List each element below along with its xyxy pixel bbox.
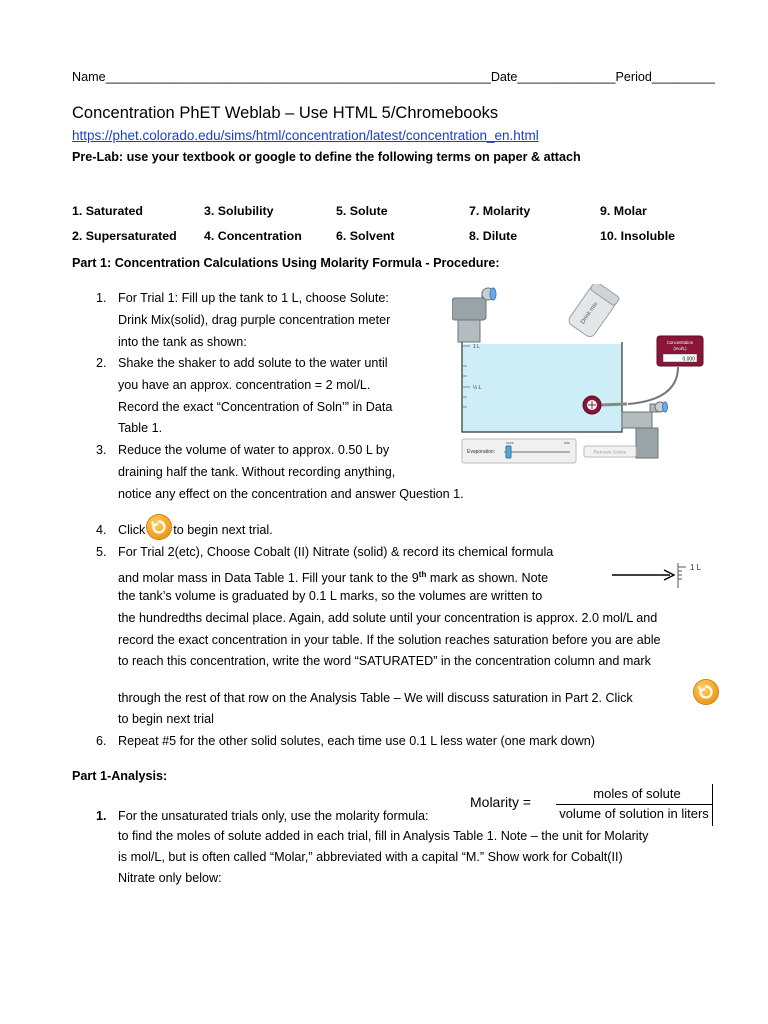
mark-label: 1 L [690,563,702,572]
evaporation-label: Evaporation: [467,449,496,455]
meter-title: Concentration [666,340,694,345]
step1-line3: into the tank as shown: [118,335,247,349]
term-9: 9. Molar [600,204,647,218]
step3-number: 3. [96,443,107,457]
term-5: 5. Solute [336,204,388,218]
step2-line3: Record the exact “Concentration of Soln’” in Data [118,400,393,414]
prelab-instructions: Pre-Lab: use your textbook or google to define the following terms on paper & attach [72,150,581,164]
step3-line3: notice any effect on the concentration and answer Question 1. [118,487,464,501]
evap-min-label: none [506,441,514,445]
step6-number: 6. [96,734,107,748]
step4-click-text: Click [118,523,146,537]
step3-line1: Reduce the volume of water to approx. 0.50 L by [118,443,390,457]
term-4: 4. Concentration [204,229,302,243]
step5-line4: the hundredths decimal place. Again, add solute until your concentration is approx. 2.0 mol/L and [118,611,658,625]
page-title: Concentration PhET Weblab – Use HTML 5/Chromebooks [72,104,499,122]
step2-number: 2. [96,356,107,370]
remove-solute-button[interactable] [584,446,636,457]
step5-line2-end: mark as shown. Note [426,571,549,586]
name-date-period-line: Name_______________________________________________________Date______________Period_________ [72,70,715,84]
evaporation-panel [462,439,576,463]
top-faucet [452,288,496,342]
step1-line1: For Trial 1: Fill up the tank to 1 L, choose Solute: [118,291,389,305]
formula-numerator: moles of solute [593,786,681,801]
analysis-number: 1. [96,809,107,823]
step2-line1: Shake the shaker to add solute to the water until [118,356,388,370]
step5-superscript: th [418,570,427,579]
refresh-icon-2 [694,680,718,704]
analysis-line3: is mol/L, but is often called “Molar,” abbreviated with a capital “M.” Show work for Cobalt(II) [118,850,623,864]
formula-right-border [712,784,713,826]
sim-url-link[interactable]: https://phet.colorado.edu/sims/html/concentration/latest/concentration_en.html [72,128,539,143]
analysis-line1: For the unsaturated trials only, use the molarity formula: [118,809,429,823]
step5-line1: For Trial 2(etc), Choose Cobalt (II) Nitrate (solid) & record its chemical formula [118,545,554,559]
step5-line2-start: and molar mass in Data Table 1. Fill your tank to the 9 [118,571,419,586]
term-1: 1. Saturated [72,204,143,218]
molarity-formula [470,784,716,830]
term-6: 6. Solvent [336,229,395,243]
step5-line7: through the rest of that row on the Analysis Table – We will discuss saturation in Part 2. Click [118,691,633,705]
step1-number: 1. [96,291,107,305]
step5-line5: record the exact concentration in your table. If the solution reaches saturation before you are able [118,633,661,647]
term-3: 3. Solubility [204,204,274,218]
evaporation-slider-thumb[interactable] [506,446,511,458]
analysis-heading: Part 1-Analysis: [72,769,168,783]
remove-solute-label: Remove Solute [593,450,627,456]
step6-text: Repeat #5 for the other solid solutes, each time use 0.1 L less water (one mark down) [118,734,595,748]
term-2: 2. Supersaturated [72,229,177,243]
part1-heading: Part 1: Concentration Calculations Using Molarity Formula - Procedure: [72,256,500,270]
meter-value: 0.000 [682,356,695,363]
phet-simulation-image [452,284,704,464]
fraction-bar [556,804,712,805]
step1-line2: Drink Mix(solid), drag purple concentration meter [118,313,391,327]
solution-fill [462,344,622,432]
evap-max-label: lots [564,441,570,445]
term-7: 7. Molarity [469,204,531,218]
step2-line2: you have an approx. concentration = 2 mol/L. [118,378,371,392]
analysis-line2: to find the moles of solute added in each trial, fill in Analysis Table 1. Note – the unit for Molarity [118,829,649,843]
tank-half-label: ½ L [473,385,482,391]
step5-number: 5. [96,545,107,559]
term-8: 8. Dilute [469,229,518,243]
refresh-icon [147,515,171,539]
one-liter-mark-diagram [608,560,718,590]
step4-number: 4. [96,523,107,537]
step4-after-text: to begin next trial. [173,523,273,537]
step2-line4: Table 1. [118,421,163,435]
term-10: 10. Insoluble [600,229,676,243]
step5-line8: to begin next trial [118,712,214,726]
drink-mix-shaker [567,284,620,339]
step3-line2: draining half the tank. Without recording anything, [118,465,396,479]
shaker-label: Drink mix [580,301,600,326]
tank-1L-label: 1 L [473,344,480,350]
meter-unit: (mol/L) [673,346,687,351]
step5-line6: to reach this concentration, write the word “SATURATED” in the concentration column and mark [118,654,651,668]
step4-line [118,520,273,542]
step5-line3: the tank’s volume is graduated by 0.1 L marks, so the volumes are written to [118,589,543,603]
analysis-line4: Nitrate only below: [118,871,222,885]
formula-denominator: volume of solution in liters [559,806,709,821]
formula-lhs: Molarity = [470,794,532,810]
